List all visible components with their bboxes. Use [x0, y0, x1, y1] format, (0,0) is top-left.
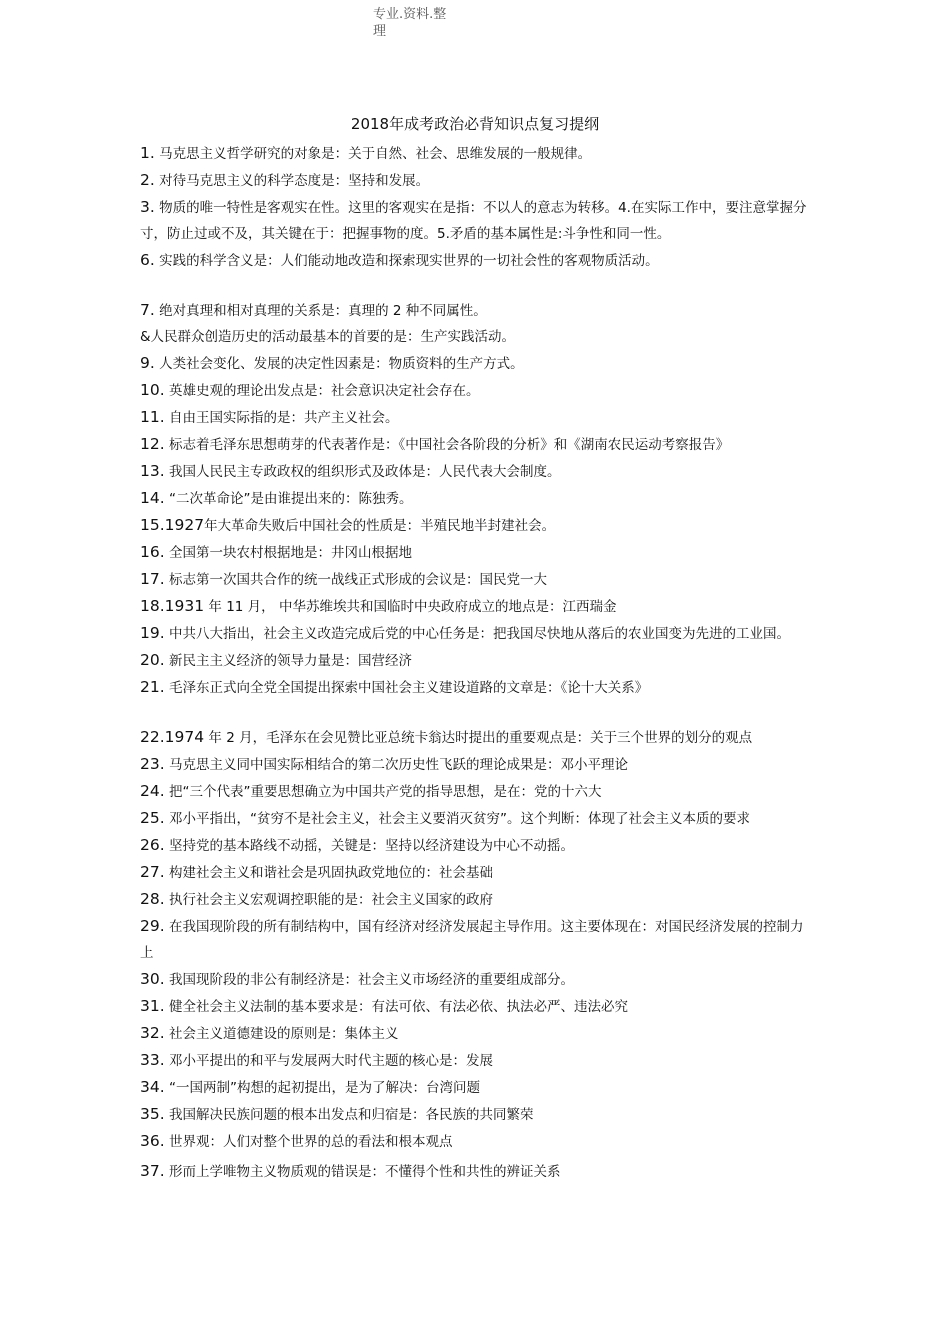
list-item: 11. 自由王国实际指的是：共产主义社会。 [140, 408, 399, 426]
list-item: 12. 标志着毛泽东思想萌芽的代表著作是：《中国社会各阶段的分析》和《湖南农民运动考察报告》 [140, 435, 730, 453]
list-item: 31. 健全社会主义法制的基本要求是：有法可依、有法必依、执法必严、违法必究 [140, 997, 628, 1015]
list-item: 3. 物质的唯一特性是客观实在性。这里的客观实在是指：不以人的意志为转移。4.在实际工作中，要注意掌握分寸，防止过或不及，其关键在于：把握事物的度。5.矛盾的基本属性是:斗争性和同一性。 [140, 198, 807, 242]
list-item: 25. 邓小平指出，“贫穷不是社会主义，社会主义要消灭贫穷”。这个判断：体现了社会主义本质的要求 [140, 809, 750, 827]
list-item: 9. 人类社会变化、发展的决定性因素是：物质资料的生产方式。 [140, 354, 524, 372]
list-item: 18.1931 年 11 月， 中华苏维埃共和国临时中央政府成立的地点是：江西瑞金 [140, 597, 617, 615]
list-item: 27. 构建社会主义和谐社会是巩固执政党地位的：社会基础 [140, 863, 493, 881]
list-item: 21. 毛泽东正式向全党全国提出探索中国社会主义建设道路的文章是：《论十大关系》 [140, 678, 649, 696]
header-line-1: 专业.资料.整 [373, 7, 447, 22]
list-item: 2. 对待马克思主义的科学态度是：坚持和发展。 [140, 171, 430, 189]
document-title: 2018年成考政治必背知识点复习提纲 [350, 115, 600, 133]
list-item: 19. 中共八大指出，社会主义改造完成后党的中心任务是：把我国尽快地从落后的农业国变为先进的工业国。 [140, 624, 790, 642]
list-item: 17. 标志第一次国共合作的统一战线正式形成的会议是：国民党一大 [140, 570, 547, 588]
list-item: 7. 绝对真理和相对真理的关系是：真理的 2 种不同属性。 [140, 301, 487, 319]
list-item: 23. 马克思主义同中国实际相结合的第二次历史性飞跃的理论成果是：邓小平理论 [140, 755, 628, 773]
list-item: 32. 社会主义道德建设的原则是：集体主义 [140, 1024, 399, 1042]
header-line-2: 理 [373, 24, 387, 39]
list-item: 34. “一国两制”构想的起初提出，是为了解决：台湾问题 [140, 1078, 480, 1096]
document-body [140, 140, 816, 1185]
list-item: &人民群众创造历史的活动最基本的首要的是：生产实践活动。 [140, 329, 516, 345]
list-item: 37. 形而上学唯物主义物质观的错误是：不懂得个性和共性的辨证关系 [140, 1162, 561, 1180]
list-item: 26. 坚持党的基本路线不动摇，关键是：坚持以经济建设为中心不动摇。 [140, 836, 574, 854]
list-item: 16. 全国第一块农村根据地是：井冈山根据地 [140, 543, 412, 561]
list-item: 13. 我国人民民主专政政权的组织形式及政体是：人民代表大会制度。 [140, 462, 561, 480]
list-item: 33. 邓小平提出的和平与发展两大时代主题的核心是：发展 [140, 1051, 493, 1069]
list-item: 15.1927年大革命失败后中国社会的性质是：半殖民地半封建社会。 [140, 516, 556, 534]
page-header [373, 6, 446, 40]
list-item: 30. 我国现阶段的非公有制经济是：社会主义市场经济的重要组成部分。 [140, 970, 574, 988]
list-item: 29. 在我国现阶段的所有制结构中，国有经济对经济发展起主导作用。这主要体现在：对国民经济发展的控制力上 [140, 917, 804, 961]
list-item: 6. 实践的科学含义是：人们能动地改造和探索现实世界的一切社会性的客观物质活动。 [140, 251, 659, 269]
list-item: 35. 我国解决民族问题的根本出发点和归宿是：各民族的共同繁荣 [140, 1105, 534, 1123]
list-item: 22.1974 年 2 月，毛泽东在会见赞比亚总统卡翁达时提出的重要观点是：关于三个世界的划分的观点 [140, 728, 753, 746]
list-item: 20. 新民主主义经济的领导力量是：国营经济 [140, 651, 412, 669]
list-item: 14. “二次革命论”是由谁提出来的：陈独秀。 [140, 489, 413, 507]
list-item: 36. 世界观：人们对整个世界的总的看法和根本观点 [140, 1132, 453, 1150]
list-item: 28. 执行社会主义宏观调控职能的是：社会主义国家的政府 [140, 890, 493, 908]
list-item: 24. 把“三个代表”重要思想确立为中国共产党的指导思想，是在：党的十六大 [140, 782, 602, 800]
list-item: 1. 马克思主义哲学研究的对象是：关于自然、社会、思维发展的一般规律。 [140, 144, 592, 162]
list-item: 10. 英雄史观的理论出发点是：社会意识决定社会存在。 [140, 381, 480, 399]
